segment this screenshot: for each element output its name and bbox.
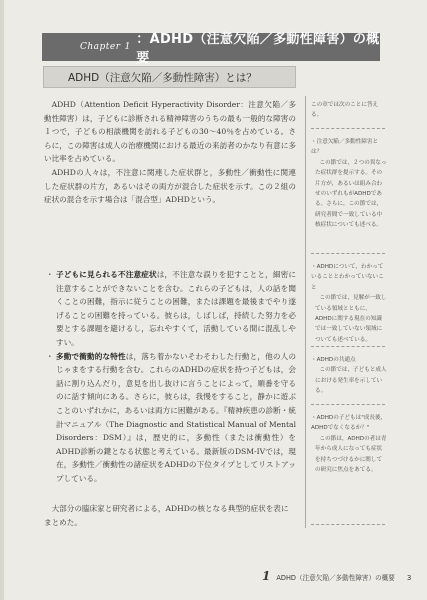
bullet-dot-icon: ・ (46, 270, 54, 279)
bullet-lead: 子どもに見られる不注意症状 (56, 270, 157, 279)
sidebar-intro (311, 100, 387, 121)
sidebar-divider (305, 96, 306, 528)
bullet-item (44, 350, 296, 486)
sidebar-separator (311, 253, 385, 254)
bullet-list (44, 268, 296, 486)
sidebar-answer: この節では，２つの異なった症状群を提示する。その片方が，あるいは組み合わせのいずれもがADHDである。さらに，この節では，研究者間で一致している中核症状についても述べる。 (315, 159, 387, 229)
bullet-text: は，落ち着かないそわそわした行動と，他の人のじゃまをする行動を含む。これらのADHDの症状を持つ子どもは，会話に割り込んだり，意見を出し抜けに言うことによって，順番を守るのに話す傾向にある。さらに，彼らは，我慢をすること，静かに遊ぶことのいずれかに，あるいは両方に困難がある。『精神疾患の診断・統計マニュアル（The Diagnostic and Statistical Manual of Mental Disorders：DSM）』は，歴史的に，多動性（または衝動性）をADHD診断の鍵となる状態と考えている。最新版のDSM-IVでは，現在，多動性／衝動性の諸症状をADHDの下位タイプとしてリストアップしている。 (56, 351, 297, 483)
footer-chapter-title: ADHD（注意欠陥／多動性障害）の概要 (276, 574, 395, 582)
sidebar-answer: この節では，子どもと成人における発生率を示している。 (315, 367, 387, 395)
sidebar-separator (311, 128, 385, 129)
page-number: 3 (406, 574, 412, 582)
sidebar-answer: この節では，見解が一致している領域とともに，ADHDに関する現在の知識では一致していない領域についても述べている。 (315, 295, 387, 343)
sidebar-question: ・ADHDについて，わかっていることとわかっていないこと (311, 264, 384, 291)
sidebar-separator (311, 346, 385, 347)
section-heading (43, 66, 296, 88)
conclusion-text (44, 502, 296, 529)
sidebar-separator (311, 524, 385, 525)
page-footer (262, 569, 411, 583)
chapter-label: Chapter (80, 42, 121, 52)
sidebar-answer: この節は，ADHDの者は青年から成人になっても症状を持ちつづけるかに関しての研究に焦点をあてる。 (315, 435, 387, 474)
sidebar-item (311, 413, 387, 475)
footer-chapter-number: 1 (262, 569, 271, 583)
book-page (4, 0, 427, 600)
bullet-item (44, 268, 296, 350)
paragraph: ADHDの人々は，不注意に関連した症状群と，多動性／衝動性に関連した症状群の片方，あるいはその両方が混合した症状を示す。この２組の症状の混合を示す場合は「混合型」ADHDという。 (44, 167, 296, 205)
chapter-title: ：ADHD（注意欠陥／多動性障害）の概要 (136, 32, 380, 66)
sidebar-separator (311, 404, 385, 405)
sidebar-question: ・注意欠陥／多動性障害とは？ (311, 139, 379, 156)
bullet-dot-icon: ・ (46, 351, 54, 361)
sidebar-question: ・ADHDの子どもは"成長後，ADHDでなくなるか？" (311, 415, 387, 432)
bullet-lead: 多動で衝動的な特性 (56, 351, 126, 361)
main-text (44, 98, 296, 207)
chapter-number: 1 (124, 42, 131, 52)
section-title: ADHD（注意欠陥／多動性障害）とは？ (68, 71, 257, 84)
sidebar-intro-text: この章では次のことに答える。 (311, 102, 379, 119)
paragraph: 大部分の臨床家と研究者による，ADHDの核となる典型的症状を表にまとめた。 (44, 504, 289, 527)
bullet-text: は，不注意な誤りを犯すことと，細密に注意することができないことを含む。これらの子どもは，人の話を聞くことの困難，指示に従うことの困難，または課題を最後までやり遂げることの困難を持っている。彼らは，しばしば，持続した努力を必要とする課題を避けるし，忘れやすくて，活動している間に混乱しやすい。 (56, 270, 297, 347)
sidebar-item (311, 262, 387, 345)
sidebar-item (311, 137, 387, 231)
sidebar-question: ・ADHDの共通点 (311, 357, 356, 363)
sidebar-item (311, 355, 387, 397)
chapter-header (42, 32, 380, 66)
paragraph: ADHD（Attention Deficit Hyperactivity Disorder：注意欠陥／多動性障害）は，子どもに診断される精神障害のうちの最も一般的な障害の１つで，子どもの相談機関を訪れる子どもの30〜40％を占めている。さらに，この障害は成人の治療機関における最近の来訪者のかなり有意に多い比率を占めている。 (44, 100, 296, 164)
